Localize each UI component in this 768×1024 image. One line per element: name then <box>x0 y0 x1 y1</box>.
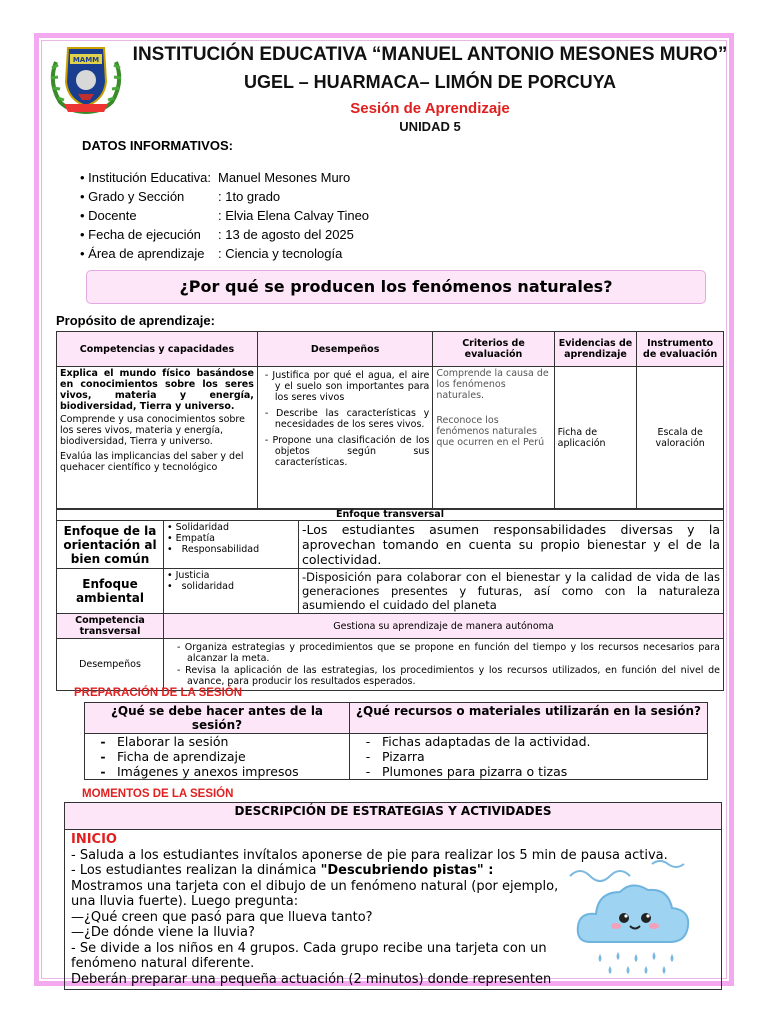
activity-line: —¿Qué creen que pasó para que llueva tanto? <box>71 909 373 925</box>
activity-line: —¿De dónde viene la lluvia? <box>71 925 255 940</box>
datos-label: • Fecha de ejecución <box>80 227 218 246</box>
proposito-table <box>56 331 724 510</box>
value-item: • Justicia <box>167 570 210 581</box>
datos-row <box>80 189 369 208</box>
datos-value: : Ciencia y tecnología <box>218 246 343 261</box>
preparacion-col2 <box>350 734 708 780</box>
enfoque-title: Enfoque transversal <box>57 509 724 521</box>
desempenos-cell <box>257 367 432 510</box>
competencias-cell <box>57 367 258 510</box>
list-item: - Pizarra <box>365 749 425 764</box>
header-competencias: Competencias y capacidades <box>57 332 258 367</box>
header-evidencias: Evidencias de aprendizaje <box>554 332 637 367</box>
proposito-title: Propósito de aprendizaje: <box>56 313 215 328</box>
activity-line: Deberán preparar una pequeña actuación (2 minutos) donde representen <box>71 971 552 987</box>
datos-value: : 13 de agosto del 2025 <box>218 227 354 242</box>
preparacion-col1-header: ¿Qué se debe hacer antes de la sesión? <box>85 703 350 734</box>
guiding-question: ¿Por qué se producen los fenómenos naturales? <box>86 270 706 304</box>
activity-line: - Saluda a los estudiantes invítalos aponerse de pie para realizar los 5 min de pausa activa. <box>71 847 668 863</box>
competencia-transversal-label: Competencia transversal <box>57 614 164 639</box>
desempeno-item: - Justifica por qué el agua, el aire y el suelo son importantes para los seres vivos <box>275 370 429 403</box>
datos-row <box>80 170 369 189</box>
value-item: • Responsabilidad <box>167 544 260 555</box>
criterios-cell <box>433 367 554 510</box>
momentos-header: DESCRIPCIÓN DE ESTRATEGIAS Y ACTIVIDADES <box>65 803 722 830</box>
enfoque-ambiental-values <box>164 569 299 614</box>
datos-label: • Área de aprendizaje <box>80 246 218 265</box>
desempeno-transversal-item: - Revisa la aplicación de las estrategias, los procedimientos y los recursos utilizados, en función del nivel de avance, para producir los resultados esperados. <box>187 665 720 687</box>
desempenos-transversal-cell <box>164 639 724 691</box>
value-item: • solidaridad <box>167 581 234 592</box>
activity-line: - Los estudiantes realizan la dinámica "Descubriendo pistas" : <box>71 863 494 878</box>
preparacion-col2-header: ¿Qué recursos o materiales utilizarán en la sesión? <box>350 703 708 734</box>
ugel-name: UGEL – HUARMACA– LIMÓN DE PORCUYA <box>243 72 617 92</box>
inicio-label: INICIO <box>71 832 117 847</box>
datos-value: : Elvia Elena Calvay Tineo <box>218 208 370 223</box>
datos-row <box>80 246 369 265</box>
datos-value: Manuel Mesones Muro <box>218 170 351 185</box>
enfoque-bien-comun-values <box>164 521 299 569</box>
enfoque-bien-comun-label: Enfoque de la orientación al bien común <box>57 521 164 569</box>
enfoque-ambiental-desc: -Disposición para colaborar con el bienestar y la calidad de vida de las generaciones presentes y futuras, así como con la naturaleza asumiendo el cuidado del planeta <box>299 569 724 614</box>
list-item: - Plumones para pizarra o tizas <box>365 764 568 779</box>
enfoque-ambiental-label: Enfoque ambiental <box>57 569 164 614</box>
school-name: INSTITUCIÓN EDUCATIVA “MANUEL ANTONIO MESONES MURO” <box>132 44 728 65</box>
preparacion-col1 <box>85 734 350 780</box>
desempeno-item: - Describe las características y necesidades de los seres vivos. <box>275 408 429 430</box>
preparacion-title: PREPARACIÓN DE LA SESIÓN <box>74 687 243 699</box>
session-title: Sesión de Aprendizaje <box>350 100 510 117</box>
rain-cloud-icon <box>560 860 720 976</box>
list-item: - Ficha de aprendizaje <box>100 749 246 764</box>
datos-label: • Grado y Sección <box>80 189 218 208</box>
desempeno-transversal-item: - Organiza estrategias y procedimientos que se propone en función del tiempo y los recursos necesarios para alcanzar la meta. <box>187 642 720 664</box>
momentos-title: MOMENTOS DE LA SESIÓN <box>82 788 234 800</box>
datos-label: • Institución Educativa: <box>80 170 218 189</box>
header-desempenos: Desempeños <box>257 332 432 367</box>
datos-label: • Docente <box>80 208 218 227</box>
datos-row <box>80 227 369 246</box>
datos-row <box>80 208 369 227</box>
competencia-transversal-value: Gestiona su aprendizaje de manera autónoma <box>164 614 724 639</box>
list-item: - Elaborar la sesión <box>100 734 229 749</box>
criterio-text: Reconoce los fenómenos naturales que ocurren en el Perú <box>436 415 545 448</box>
list-item: - Fichas adaptadas de la actividad. <box>365 734 591 749</box>
desempenos-transversal-label: Desempeños <box>57 639 164 691</box>
activity-line: - Se divide a los niños en 4 grupos. Cada grupo recibe una tarjeta con un fenómeno natural diferente. <box>71 940 547 971</box>
competencia-text: Explica el mundo físico basándose en conocimientos sobre los seres vivos, materia y energía, biodiversidad, Tierra y universo. <box>60 368 254 412</box>
datos-list <box>80 170 369 265</box>
logo-text: MAMM <box>72 56 100 64</box>
header-instrumento: Instrumento de evaluación <box>637 332 724 367</box>
list-item: - Imágenes y anexos impresos <box>100 764 299 779</box>
value-item: • Empatía <box>167 533 215 544</box>
evidencia-cell: Ficha de aplicación <box>554 367 637 510</box>
instrumento-cell: Escala de valoración <box>637 367 724 510</box>
unit-title: UNIDAD 5 <box>399 119 461 134</box>
criterio-text: Comprende la causa de los fenómenos naturales. <box>436 368 549 401</box>
value-item: • Solidaridad <box>167 522 230 533</box>
capacidad-text: Comprende y usa conocimientos sobre los seres vivos, materia y energía, biodiversidad, Tierra y universo. <box>60 414 245 447</box>
header-criterios: Criterios de evaluación <box>433 332 554 367</box>
enfoque-bien-comun-desc: -Los estudiantes asumen responsabilidades diversas y la aprovechan tomando en cuenta su propio bienestar y el de la colectividad. <box>299 521 724 569</box>
capacidad-text: Evalúa las implicancias del saber y del quehacer científico y tecnológico <box>60 451 244 473</box>
enfoque-table <box>56 508 724 691</box>
desempeno-item: - Propone una clasificación de los objetos según sus características. <box>275 435 429 468</box>
preparacion-table <box>84 702 708 780</box>
school-logo-icon <box>46 42 126 114</box>
datos-value: : 1to grado <box>218 189 281 204</box>
activity-line: Mostramos una tarjeta con el dibujo de un fenómeno natural (por ejemplo, una lluvia fuerte). Luego pregunta: <box>71 878 559 909</box>
datos-title: DATOS INFORMATIVOS: <box>82 138 233 153</box>
